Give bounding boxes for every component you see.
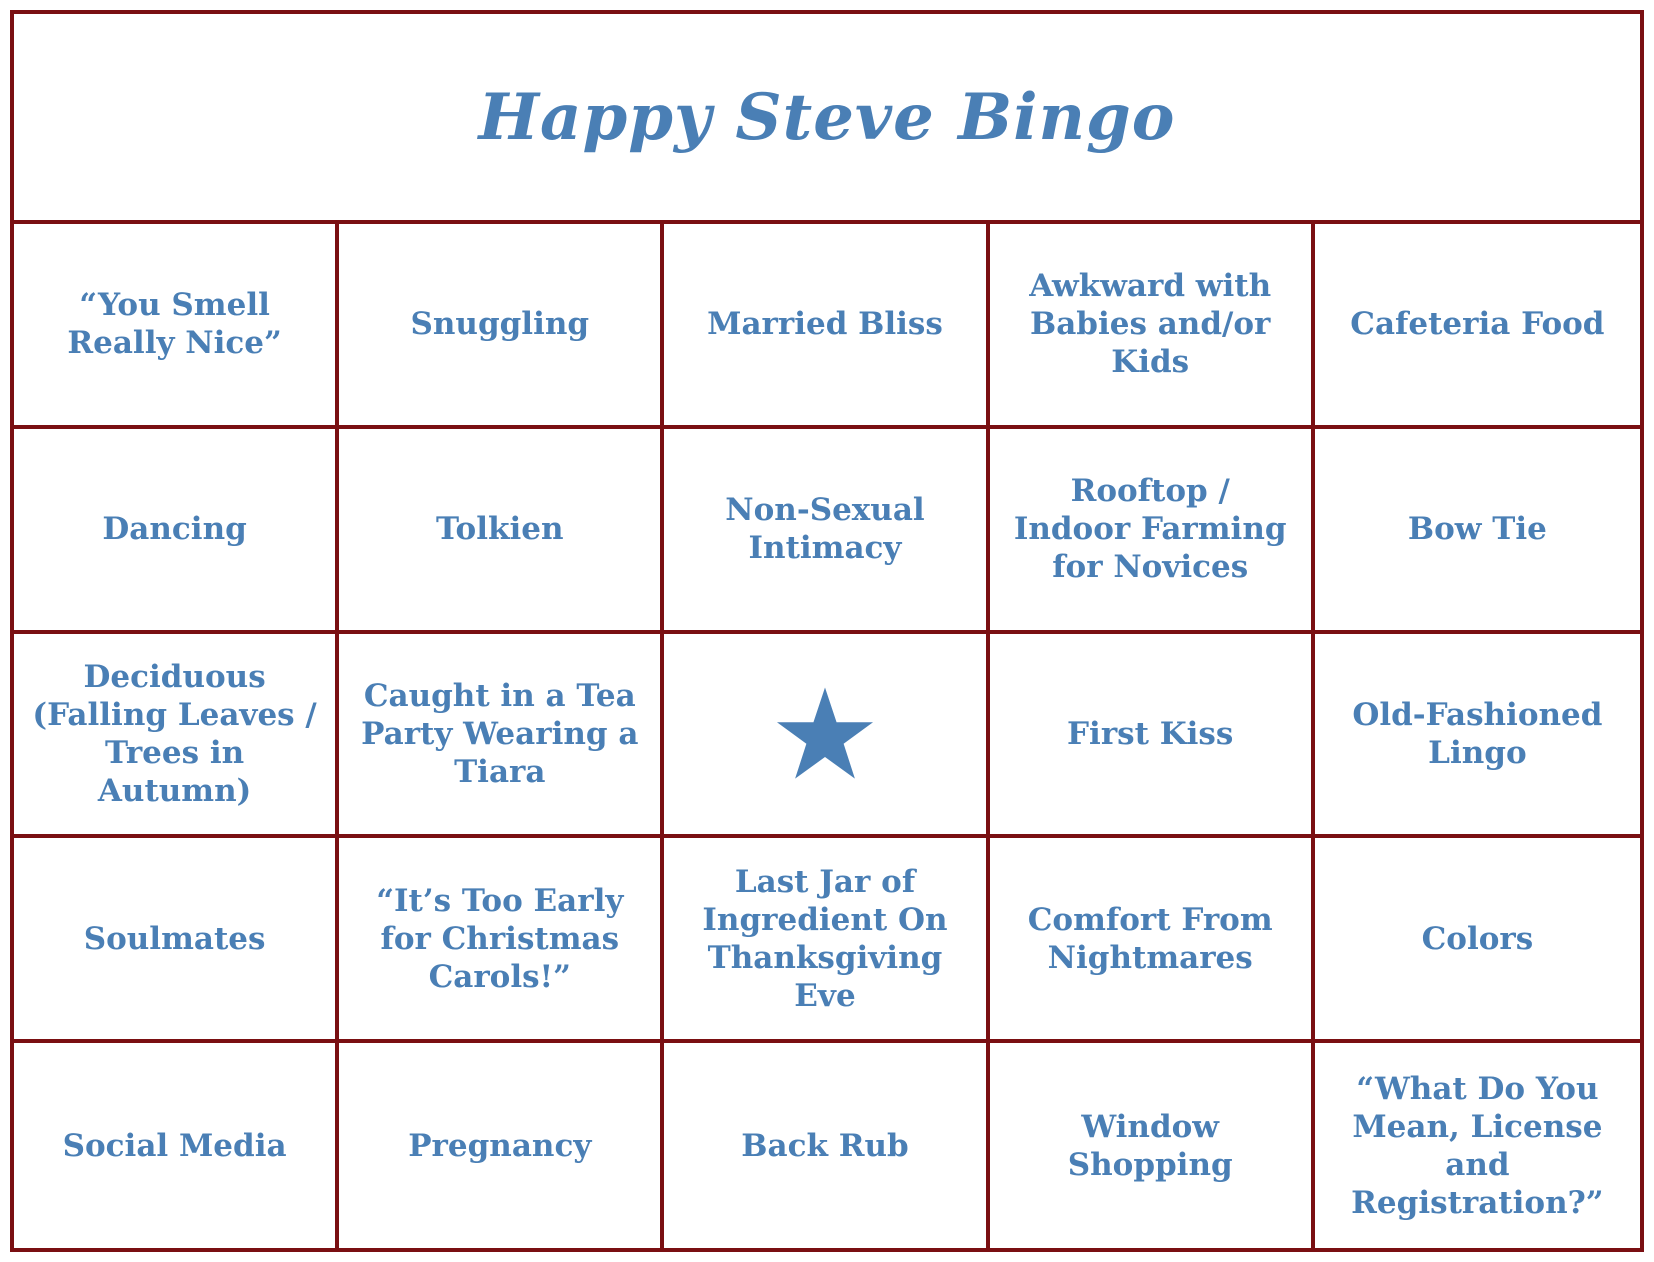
title-row xyxy=(14,14,1640,224)
bingo-cell: Comfort From Nightmares xyxy=(990,838,1315,1039)
bingo-cell: Pregnancy xyxy=(339,1043,664,1248)
bingo-cell: Social Media xyxy=(14,1043,339,1248)
bingo-cell: Married Bliss xyxy=(664,224,989,425)
bingo-cell: Soulmates xyxy=(14,838,339,1039)
bingo-cell: Rooftop / Indoor Farming for Novices xyxy=(990,429,1315,630)
bingo-cell: First Kiss xyxy=(990,634,1315,835)
bingo-row-2 xyxy=(14,429,1640,634)
star-icon xyxy=(776,687,874,781)
bingo-cell: Last Jar of Ingredient On Thanksgiving Eve xyxy=(664,838,989,1039)
bingo-cell: Caught in a Tea Party Wearing a Tiara xyxy=(339,634,664,835)
bingo-row-1 xyxy=(14,224,1640,429)
page-title: Happy Steve Bingo xyxy=(478,79,1176,155)
bingo-cell: Awkward with Babies and/or Kids xyxy=(990,224,1315,425)
bingo-cell: “What Do You Mean, License and Registration?” xyxy=(1351,1070,1604,1221)
bingo-cell: Window Shopping xyxy=(990,1043,1315,1248)
bingo-cell: “You Smell Really Nice” xyxy=(14,224,339,425)
bingo-cell: Dancing xyxy=(14,429,339,630)
bingo-row-5 xyxy=(14,1043,1640,1248)
bingo-cell: Tolkien xyxy=(339,429,664,630)
bingo-cell: Old-Fashioned Lingo xyxy=(1352,696,1603,771)
bingo-cell: Back Rub xyxy=(664,1043,989,1248)
bingo-cell: Cafeteria Food xyxy=(1350,306,1605,343)
bingo-cell: Non-Sexual Intimacy xyxy=(664,429,989,630)
bingo-cell: Colors xyxy=(1421,920,1534,957)
bingo-cell: Bow Tie xyxy=(1407,511,1547,548)
bingo-cell: Snuggling xyxy=(339,224,664,425)
free-space-cell xyxy=(664,634,989,835)
bingo-cell: “It’s Too Early for Christmas Carols!” xyxy=(339,838,664,1039)
bingo-card xyxy=(10,10,1644,1252)
bingo-row-4 xyxy=(14,838,1640,1043)
bingo-cell: Deciduous (Falling Leaves / Trees in Autumn) xyxy=(14,634,339,835)
bingo-row-3 xyxy=(14,634,1640,839)
